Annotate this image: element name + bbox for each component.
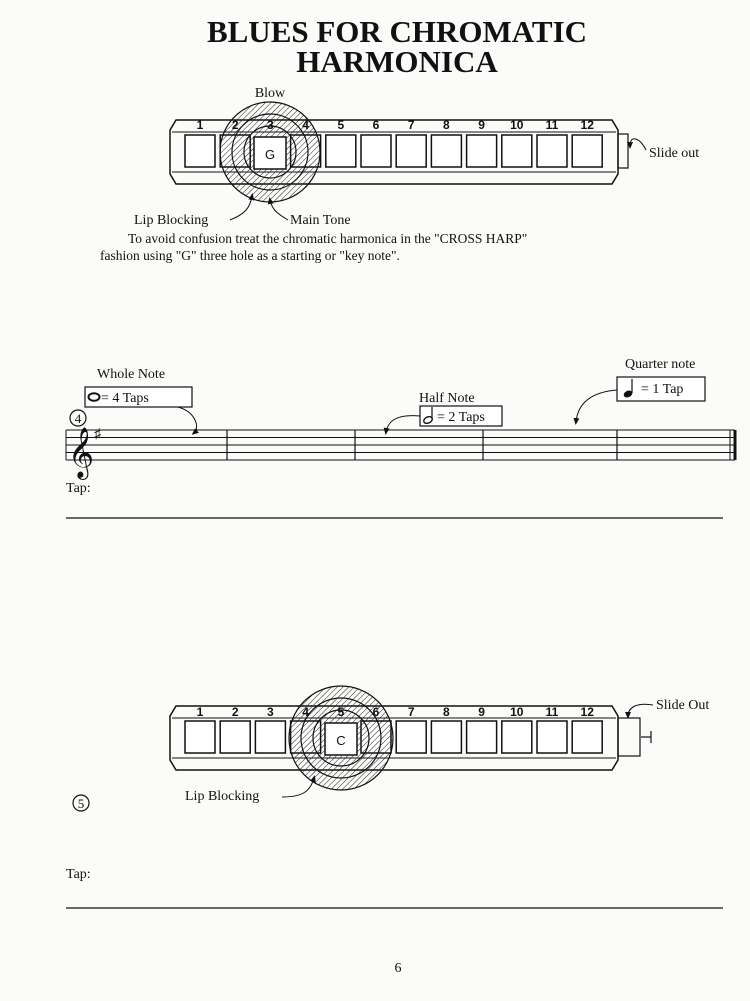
hole-number: 7 (407, 705, 415, 719)
hole-12 (572, 135, 602, 167)
hole-10 (502, 721, 532, 753)
exercise-number: 4 (74, 411, 82, 426)
hole-number: 10 (510, 118, 524, 132)
blow-label: Blow (254, 86, 286, 101)
lip-blocking-label: Lip Blocking (134, 213, 209, 228)
hole-8 (431, 135, 461, 167)
slide-out-label: Slide out (649, 146, 700, 161)
hole-1 (185, 135, 215, 167)
hole-number: 6 (372, 705, 380, 719)
hole-number: 4 (302, 705, 309, 719)
exercise-5 (66, 795, 723, 908)
whole-note-taps: = 4 Taps (101, 391, 149, 406)
hole-number: 6 (372, 118, 380, 132)
hole-number: 9 (478, 118, 485, 132)
hole-10 (502, 135, 532, 167)
hole-number: 5 (337, 705, 345, 719)
hole-6 (361, 135, 391, 167)
hole-number: 1 (196, 705, 204, 719)
page-title-line2: HARMONICA (296, 44, 498, 79)
hole-number: 7 (407, 118, 415, 132)
hole-number: 10 (510, 705, 524, 719)
harmonica-diagram-1 (134, 86, 699, 228)
hole-number: 12 (580, 705, 594, 719)
hole-number: 11 (545, 118, 559, 132)
half-note-title: Half Note (419, 391, 475, 406)
hole-number: 3 (267, 705, 274, 719)
hole-number: 5 (337, 118, 345, 132)
quarter-note-taps: = 1 Tap (641, 382, 684, 397)
hole-number: 12 (580, 118, 594, 132)
treble-clef: 𝄞 (68, 428, 95, 477)
hole-number: 8 (443, 118, 450, 132)
exercise-4 (66, 410, 735, 518)
hole-letter: C (336, 733, 346, 748)
tap-label: Tap: (66, 867, 91, 882)
harmonica-diagram-2 (170, 686, 709, 804)
hole-number: 3 (267, 118, 274, 132)
slide-out-label: Slide Out (656, 698, 710, 713)
lip-blocking-label: Lip Blocking (185, 789, 260, 804)
hole-row (185, 721, 602, 753)
hole-11 (537, 135, 567, 167)
page-number: 6 (394, 961, 402, 976)
hole-number: 1 (196, 118, 204, 132)
exercise-number: 5 (77, 796, 85, 811)
whole-note-title: Whole Note (97, 367, 166, 382)
slide-button (618, 134, 628, 168)
hole-2 (220, 721, 250, 753)
hole-number: 8 (443, 705, 450, 719)
hole-number: 2 (231, 705, 239, 719)
hole-12 (572, 721, 602, 753)
note-legend (85, 357, 705, 433)
page-title-line1: BLUES FOR CHROMATIC (206, 14, 588, 49)
hole-5 (326, 135, 356, 167)
hole-numbers (197, 705, 595, 719)
half-note-taps: = 2 Taps (437, 410, 485, 425)
hole-1 (185, 721, 215, 753)
hole-9 (467, 721, 497, 753)
main-tone-label: Main Tone (290, 213, 351, 228)
hole-7 (396, 721, 426, 753)
hole-number: 4 (302, 118, 309, 132)
hole-number: 11 (545, 705, 559, 719)
key-signature-sharp: ♯ (94, 427, 101, 442)
hole-11 (537, 721, 567, 753)
quarter-note-title: Quarter note (625, 357, 696, 372)
music-staff (66, 427, 735, 480)
intro-line-2: fashion using "G" three hole as a starting or "key note". (100, 248, 400, 263)
tap-label: Tap: (66, 481, 91, 496)
slide-button (618, 718, 640, 756)
hole-3 (255, 721, 285, 753)
hole-8 (431, 721, 461, 753)
hole-7 (396, 135, 426, 167)
intro-line-1: To avoid confusion treat the chromatic harmonica in the "CROSS HARP" (128, 231, 528, 246)
hole-number: 2 (231, 118, 239, 132)
hole-letter: G (264, 147, 276, 162)
hole-9 (467, 135, 497, 167)
hole-number: 9 (478, 705, 485, 719)
